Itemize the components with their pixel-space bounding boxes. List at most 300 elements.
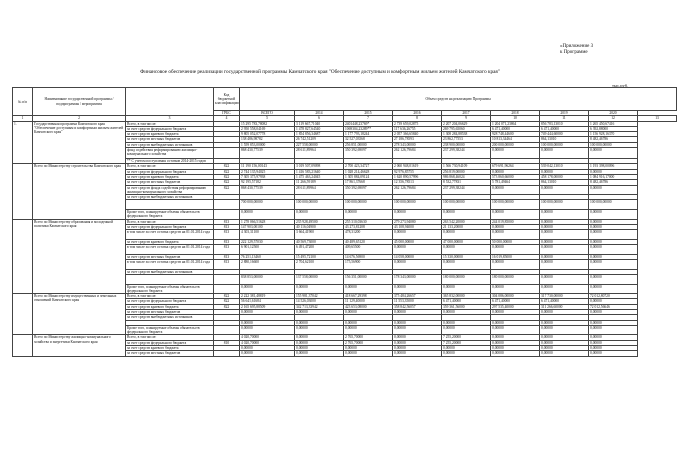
year-value-cell: 100 000,00000	[540, 142, 589, 147]
year-value-cell: 1 305 884,09124	[344, 174, 393, 179]
year-value-cell: 0,00000	[344, 346, 393, 351]
year-value-cell: 0,00000	[491, 351, 540, 356]
grbs-code-cell: 822	[214, 304, 240, 309]
year-value-cell: 0,00000	[442, 245, 491, 255]
year-value-cell: 2 207 204,06629	[442, 121, 491, 126]
program-name-cell: Всего по Министерству жилищно-коммунального хозяйства и энергетики Камчатского края	[33, 335, 126, 356]
row-number-cell	[13, 294, 33, 335]
year-value-cell: 0,00000	[589, 309, 638, 314]
year-value-cell: 0,00000	[393, 325, 442, 335]
total-cell: 868 430,77539	[240, 185, 295, 195]
grbs-code-cell	[214, 200, 240, 210]
year-value-cell: 342 713,33942	[295, 304, 344, 309]
year-value-cell: 8 482,46786	[589, 180, 638, 185]
year-value-cell: 6 471,40000	[540, 299, 589, 304]
funding-source-cell: за счет средств внебюджетных источников	[126, 269, 214, 274]
year-value-cell: 100 000,00000	[540, 200, 589, 210]
grbs-code-cell: 822	[214, 294, 240, 299]
column-index-cell: 4	[214, 116, 240, 121]
year-value-cell: 297 535,40000	[491, 304, 540, 309]
header-total: ВСЕГО	[240, 111, 295, 116]
year-value-cell: 0,00000	[442, 351, 491, 356]
year-value-cell: 100 000,00000	[589, 200, 638, 210]
year-value-cell: 0,00000	[540, 254, 589, 259]
year-value-cell: 573 860,66000	[491, 174, 540, 179]
total-cell: 7 305 375,97938	[240, 174, 295, 179]
year-value-cell: 0,00000	[442, 284, 491, 294]
year-value-cell: 117 636,26755	[393, 126, 442, 131]
year-value-cell: 749 444,60000	[540, 132, 589, 137]
funding-source-cell: за счет средств внебюджетных источников	[126, 315, 214, 320]
funding-source-cell: Всего, в том числе:	[126, 294, 214, 299]
grbs-code-cell	[214, 284, 240, 294]
total-cell: 11 190 156,00143	[240, 164, 295, 169]
year-value-cell: 155 981,37042	[295, 294, 344, 299]
funding-source-cell: Кроме того, планируемые объемы обязательств федерального бюджета	[126, 325, 214, 335]
total-cell: 76 251,13460	[240, 254, 295, 259]
funding-source-cell: Всего, в том числе:	[126, 164, 214, 169]
year-value-cell: 0,00000	[491, 210, 540, 220]
column-index-cell: 10	[491, 116, 540, 121]
year-value-cell: 3 019 507,09098	[295, 164, 344, 169]
year-value-cell: 0,00000	[344, 325, 393, 335]
year-value-cell: 11 266,59189	[295, 180, 344, 185]
total-cell: 222 129,57030	[240, 239, 295, 244]
year-value-cell: 0,00000	[393, 346, 442, 351]
grbs-code-cell	[214, 351, 240, 356]
year-value-cell: 100 000,00000	[344, 200, 393, 210]
year-value-cell: 50 000,00000	[491, 239, 540, 244]
year-value-cell: 0,00000	[540, 230, 589, 240]
year-value-cell: 238 900,00000	[442, 142, 491, 147]
year-value-cell: 227 558,00000	[295, 142, 344, 147]
funding-source-cell: за счет средств федерального бюджета	[126, 169, 214, 174]
total-cell: 15 295 783,78082	[240, 121, 295, 126]
column-index-cell: 11	[540, 116, 589, 121]
column-index-cell: 12	[589, 116, 638, 121]
year-value-cell: 1 193 398,00096	[589, 164, 638, 169]
year-value-cell: 0,00000	[589, 254, 638, 259]
year-value-cell: 6 491,47200	[295, 245, 344, 255]
grbs-code-cell	[214, 210, 240, 220]
column-index-cell: 1	[13, 116, 33, 121]
year-value-cell: 6 471,40000	[442, 299, 491, 304]
year-value-cell: 1 854 856,34687	[295, 132, 344, 137]
year-value-cell: 16 019,85000	[491, 254, 540, 259]
year-value-cell: 679 691,96264	[491, 164, 540, 169]
year-value-cell: 0,00000	[540, 340, 589, 345]
program-name-cell: Государственная программа Камчатского края "Обеспечение доступным и комфортным жильем жителей Камчатского края"	[33, 121, 126, 164]
header-year: 2016	[393, 111, 442, 116]
year-value-cell: 47 000,00000	[442, 239, 491, 244]
year-value-cell: 12 356,78513	[393, 180, 442, 185]
year-value-cell: 21 133,20000	[442, 224, 491, 229]
row-number-cell: 1.	[13, 121, 33, 164]
year-value-cell: 14 058,00000	[393, 254, 442, 259]
year-value-cell: 0,00000	[540, 335, 589, 340]
total-cell: 138 486,98782	[240, 137, 295, 142]
year-value-cell: 8 482,46786	[589, 137, 638, 142]
appendix-note	[560, 44, 638, 56]
year-value-cell: 0,00000	[491, 230, 540, 240]
grbs-code-cell: 813	[214, 254, 240, 259]
year-value-cell: 0,00000	[589, 224, 638, 229]
year-value-cell: 2401448,23769*	[344, 121, 393, 126]
year-value-cell: 358 842,56057	[393, 304, 442, 309]
funding-source-cell: Кроме того, планируемые объемы обязательств федерального бюджета	[126, 210, 214, 220]
year-value-cell: 0,00000	[393, 320, 442, 325]
funding-source-cell: Кроме того, планируемые объемы обязательств федерального бюджета	[126, 284, 214, 294]
year-value-cell: 0,00000	[589, 346, 638, 351]
total-cell: 0,00000	[240, 309, 295, 314]
year-value-cell: 100 000,00000	[295, 200, 344, 210]
header-year: 2020	[589, 111, 638, 116]
total-cell: 92 195,57182	[240, 180, 295, 185]
year-value-cell: 1 566 730,94109	[442, 164, 491, 169]
funding-source-cell: в том числе за счет остатка средств на 01.01.2014 года	[126, 245, 214, 255]
total-cell: 838 853,00000	[240, 274, 295, 284]
year-value-cell: 0,00000	[295, 340, 344, 345]
year-value-cell: 237 299,38244	[442, 148, 491, 159]
year-value-cell: 0,00000	[491, 346, 540, 351]
total-cell: 0,00000	[240, 325, 295, 335]
year-value-cell: 423 653,08000	[344, 304, 393, 309]
funding-source-cell: за счет средств внебюджетных источников	[126, 142, 214, 147]
header-grbs: ГРБС	[214, 111, 240, 116]
year-value-cell: 0,00000	[589, 219, 638, 224]
year-value-cell: 100 000,00000	[393, 200, 442, 210]
year-value-cell: 0,00000	[295, 309, 344, 314]
total-cell: 2 880,16600	[240, 260, 295, 270]
total-cell: 1 278 066,51628	[240, 219, 295, 224]
year-value-cell: 856 783,13010	[540, 121, 589, 126]
year-value-cell: 23 862,77553	[442, 137, 491, 142]
year-value-cell: 0,00000	[442, 346, 491, 351]
year-value-cell: 0,00000	[393, 309, 442, 314]
year-value-cell: 2 739 659,02875	[393, 121, 442, 126]
header-name: Наименование государственной программы / подпрограммы / мероприятия	[33, 88, 126, 116]
funding-source-cell: за счет средств фонда содействия реформированию жилищно-коммунального хозяйства	[126, 185, 214, 195]
funding-source-cell: в том числе за счет остатка средств на 01.01.2014 года	[126, 230, 214, 240]
year-value-cell: 0,00000	[491, 148, 540, 159]
total-cell: 2 165 695,88509	[240, 304, 295, 309]
funding-source-cell: за счет средств краевого бюджета	[126, 174, 214, 179]
year-value-cell: 40 116,04900	[295, 224, 344, 229]
year-value-cell: 0,00000	[540, 245, 589, 255]
year-value-cell: 178 343,00000	[393, 274, 442, 284]
year-value-cell: 3 119 667,71040	[295, 121, 344, 126]
row-number-cell	[13, 219, 33, 293]
year-value-cell: 0,00000	[344, 351, 393, 356]
grbs-code-cell: 813	[214, 245, 240, 255]
row-number-cell	[13, 335, 33, 356]
year-value-cell: 6 471,40000	[491, 299, 540, 304]
year-value-cell: 1 416 583,21640	[295, 169, 344, 174]
document-title: Финансовое обеспечение реализации государственной программы Камчатского края "Обеспечение доступным и комфортным жильем жителей Камчатского края"	[140, 69, 500, 75]
year-value-cell: 0,00000	[540, 309, 589, 314]
year-value-cell: 43 108,94000	[393, 224, 442, 229]
year-value-cell: 43 273,81208	[344, 224, 393, 229]
year-value-cell: 0,00000	[589, 325, 638, 335]
year-value-cell: 100 000,00000	[491, 200, 540, 210]
year-value-cell: 5 781,49464	[491, 180, 540, 185]
year-value-cell: 180 000,00000	[491, 274, 540, 284]
year-value-cell: 304 086,00000	[491, 294, 540, 299]
year-value-cell: 1 620 890,57996	[393, 174, 442, 179]
year-value-cell: 350 392,69097	[344, 185, 393, 195]
year-value-cell: 2 765,70000	[344, 335, 393, 340]
funding-source-cell	[126, 200, 214, 210]
year-value-cell: 256 851,00000	[344, 142, 393, 147]
year-value-cell: 0,00000	[589, 210, 638, 220]
total-cell: 868 430,77539	[240, 148, 295, 159]
total-cell: 9 805 052,07778	[240, 132, 295, 137]
year-value-cell: 0,00000	[491, 340, 540, 345]
year-value-cell: 235 928,49500	[295, 219, 344, 224]
year-value-cell: 0,00000	[540, 320, 589, 325]
year-value-cell: 40 569,73000	[295, 239, 344, 244]
funding-source-cell: ** С учетом поступления остатков 2014-2015 годов	[126, 159, 214, 164]
year-value-cell: 0,00000	[491, 185, 540, 195]
funding-source-cell: фонд содействия реформированию жилищно-коммунального хозяйства	[126, 148, 214, 159]
column-index-cell: 13	[638, 116, 677, 121]
year-value-cell: 1 204 071,23864	[491, 121, 540, 126]
year-value-cell: 0,00000	[491, 320, 540, 325]
year-value-cell: 0,00000	[442, 230, 491, 240]
funding-source-cell: за счет средств местных бюджетов	[126, 309, 214, 314]
header-kbk: Код бюджетной классификации	[214, 88, 240, 111]
table-body	[13, 121, 677, 356]
grbs-code-cell: 813	[214, 224, 240, 229]
funding-source-cell: за счет средств местных бюджетов	[126, 351, 214, 356]
year-value-cell: 0,00000	[540, 274, 589, 284]
header-year: 2014	[295, 111, 344, 116]
year-value-cell: 14 526,03000	[295, 299, 344, 304]
year-value-cell: 263 542,20000	[442, 219, 491, 224]
total-cell: 0,00000	[240, 346, 295, 351]
column-index-cell: 6	[295, 116, 344, 121]
grbs-code-cell	[214, 274, 240, 284]
funding-source-cell: Всего, в том числе:	[126, 121, 214, 126]
grbs-code-cell: 813	[214, 260, 240, 270]
year-value-cell: 986 868,46024	[442, 174, 491, 179]
total-cell: 4 303,31100	[240, 230, 295, 240]
total-cell: 700 000,00000	[240, 200, 295, 210]
year-value-cell: 6 392,88000	[589, 126, 638, 131]
column-index-cell: 7	[344, 116, 393, 121]
year-value-cell: 359 361,56000	[442, 304, 491, 309]
funding-source-cell: в том числе за счет остатка средств на 01.01.2014 года	[126, 260, 214, 270]
funding-source-cell: за счет средств федерального бюджета	[126, 299, 214, 304]
funding-source-cell: за счет средств местных бюджетов	[126, 137, 214, 142]
column-index-cell: 9	[442, 116, 491, 121]
year-value-cell: 0,00000	[344, 284, 393, 294]
year-value-cell: 3 664,41900	[295, 230, 344, 240]
year-value-cell: 28 611,89964	[295, 148, 344, 159]
year-value-cell: 0,00000	[540, 351, 589, 356]
year-value-cell: 100 000,00000	[442, 200, 491, 210]
appendix-line: к Программе	[560, 50, 588, 55]
year-value-cell: 0,00000	[442, 325, 491, 335]
year-value-cell: 0,00000	[491, 260, 540, 270]
header-num: № п/п	[13, 88, 33, 116]
column-index-cell: 5	[240, 116, 295, 121]
year-value-cell: 1 084 916,17000	[589, 174, 638, 179]
year-value-cell: 0,00000	[589, 260, 638, 270]
year-value-cell: 0,00000	[540, 239, 589, 244]
total-cell: 0,00000	[240, 320, 295, 325]
year-value-cell: 156 351,00000	[344, 274, 393, 284]
year-value-cell: 928 748,44600	[491, 132, 540, 137]
funding-source-cell: за счет средств местных бюджетов	[126, 180, 214, 185]
year-value-cell: 0,00000	[491, 284, 540, 294]
year-value-cell: 180 000,00000	[442, 274, 491, 284]
funding-source-cell: за счет средств местных бюджетов	[126, 254, 214, 259]
funding-source-cell: Всего, в том числе:	[126, 219, 214, 224]
year-value-cell: 0,00000	[442, 210, 491, 220]
year-value-cell: 1 177 793,18244	[344, 132, 393, 137]
year-value-cell: 137 558,00000	[295, 274, 344, 284]
year-value-cell: 0,00000	[442, 260, 491, 270]
funding-source-cell: за счет средств федерального бюджета	[126, 126, 214, 131]
year-value-cell: 0,00000	[589, 245, 638, 255]
header-year: 2018	[491, 111, 540, 116]
year-value-cell: 269 795,65060	[442, 126, 491, 131]
total-cell: 0,00000	[240, 351, 295, 356]
year-value-cell: 0,00000	[393, 245, 442, 255]
year-value-cell: 0,00000	[344, 309, 393, 314]
total-cell: 4 020,70000	[240, 335, 295, 340]
grbs-code-cell: 822	[214, 174, 240, 179]
year-value-cell: 0,00000	[540, 210, 589, 220]
year-value-cell: 2 060 948,01619	[393, 164, 442, 169]
year-value-cell: 418 667,29398	[344, 294, 393, 299]
year-value-cell: 864,13010	[540, 137, 589, 142]
year-value-cell: 0,00000	[442, 309, 491, 314]
funding-source-cell: за счет средств краевого бюджета	[126, 304, 214, 309]
year-value-cell: 0,00000	[540, 219, 589, 224]
year-value-cell: 0,00000	[344, 210, 393, 220]
year-value-cell: 458 178,00000	[540, 174, 589, 179]
year-value-cell: 2 057 366,65840	[393, 132, 442, 137]
year-value-cell: 409,65500	[344, 245, 393, 255]
year-value-cell: 0,00000	[491, 169, 540, 174]
year-value-cell: 237 299,38244	[442, 185, 491, 195]
year-value-cell: 11 553,35000	[393, 299, 442, 304]
year-value-cell: 0,00000	[393, 210, 442, 220]
financing-table	[12, 87, 677, 357]
grbs-code-cell: 813	[214, 219, 240, 224]
year-value-cell: 539 042,13010	[540, 164, 589, 169]
funding-source-cell: за счет средств федерального бюджета	[126, 340, 214, 345]
grbs-code-cell: 822	[214, 164, 240, 169]
year-value-cell: 0,00000	[393, 340, 442, 345]
program-name-cell: Всего по Министерству строительства Камчатского края	[33, 164, 126, 219]
year-value-cell: 0,00000	[540, 346, 589, 351]
year-value-cell: 1 265 450,67416	[589, 121, 638, 126]
row-number-cell	[13, 164, 33, 219]
year-value-cell: 1 475 463,24045	[295, 174, 344, 179]
funding-source-cell: Всего, в том числе:	[126, 335, 214, 340]
year-value-cell: 279 273,94080	[393, 219, 442, 224]
year-value-cell: 15 330,00000	[442, 254, 491, 259]
grbs-code-cell: 822	[214, 299, 240, 304]
year-value-cell: 0,00000	[393, 230, 442, 240]
year-value-cell: 1 308 284,88538	[442, 132, 491, 137]
year-value-cell: 0,00000	[540, 224, 589, 229]
year-value-cell: 2 704,62100	[295, 260, 344, 270]
year-value-cell: 26 742,51209	[295, 137, 344, 142]
year-value-cell: 0,00000	[589, 185, 638, 195]
column-index-cell: 3	[126, 116, 214, 121]
year-value-cell: 72 012,56646	[589, 304, 638, 309]
year-value-cell: 0,00000	[295, 325, 344, 335]
year-value-cell: 0,00000	[540, 260, 589, 270]
year-value-cell: 7 255,20000	[442, 335, 491, 340]
year-value-cell: 32 527,03568	[344, 137, 393, 142]
year-value-cell: 0,00000	[589, 148, 638, 159]
grbs-code-cell: 822	[214, 185, 240, 195]
year-value-cell: 6 471,40000	[540, 126, 589, 131]
header-years-caption: Объем средств на реализацию Программы	[240, 88, 677, 111]
grbs-code-cell: 822	[214, 180, 240, 185]
year-value-cell: 0,00000	[491, 335, 540, 340]
year-value-cell: 72 012,80720	[589, 294, 638, 299]
year-value-cell: 100 000,00000	[589, 142, 638, 147]
header-year: 2017	[442, 111, 491, 116]
year-value-cell: 278 343,00000	[393, 142, 442, 147]
total-cell: 0,00000	[240, 210, 295, 220]
grbs-code-cell: 813	[214, 230, 240, 240]
program-name-cell: Всего по Министерству имущественных и земельных отношений Камчатского края	[33, 294, 126, 335]
year-value-cell: 1 156 928,16370	[589, 132, 638, 137]
program-name-cell: Всего по Министерству образования и молодежной политики Камчатского края	[33, 219, 126, 293]
year-value-cell: 0,00000	[295, 346, 344, 351]
year-value-cell: 0,00000	[393, 351, 442, 356]
grbs-code-cell: 822	[214, 169, 240, 174]
year-value-cell: 10 813,34464	[491, 137, 540, 142]
unit-label: тыс.руб.	[612, 83, 629, 88]
year-value-cell: 0,00000	[589, 239, 638, 244]
total-cell: 56 641,61684	[240, 299, 295, 304]
year-value-cell: 1069304,23289**	[344, 126, 393, 131]
year-value-cell: 478,31200	[344, 230, 393, 240]
year-value-cell: 0,00000	[540, 185, 589, 195]
header-year: 2015	[344, 111, 393, 116]
year-value-cell: 350 392,69097	[344, 148, 393, 159]
total-cell: 2 222 381,48819	[240, 294, 295, 299]
column-index-cell: 2	[33, 116, 126, 121]
year-value-cell: 0,00000	[589, 230, 638, 240]
year-value-cell: 0,00000	[491, 309, 540, 314]
year-value-cell: 14 676,56900	[344, 254, 393, 259]
total-cell: 6 901,12500	[240, 245, 295, 255]
year-value-cell: 0,00000	[540, 325, 589, 335]
year-value-cell: 0,00000	[589, 351, 638, 356]
year-value-cell: 0,00000	[589, 169, 638, 174]
year-value-cell: 27 186,78593	[393, 137, 442, 142]
year-value-cell: 0,00000	[589, 320, 638, 325]
year-value-cell: 256 819,00000	[442, 169, 491, 174]
year-value-cell: 0,00000	[295, 335, 344, 340]
year-value-cell: 0,00000	[589, 299, 638, 304]
year-value-cell: 45 000,00000	[393, 239, 442, 244]
year-value-cell: 2 765,70000	[344, 340, 393, 345]
year-value-cell: 317 730,00000	[540, 294, 589, 299]
appendix-line: «Приложение 3	[560, 44, 594, 49]
funding-source-cell: за счет средств краевого бюджета	[126, 239, 214, 244]
year-value-cell: 0,00000	[491, 245, 540, 255]
